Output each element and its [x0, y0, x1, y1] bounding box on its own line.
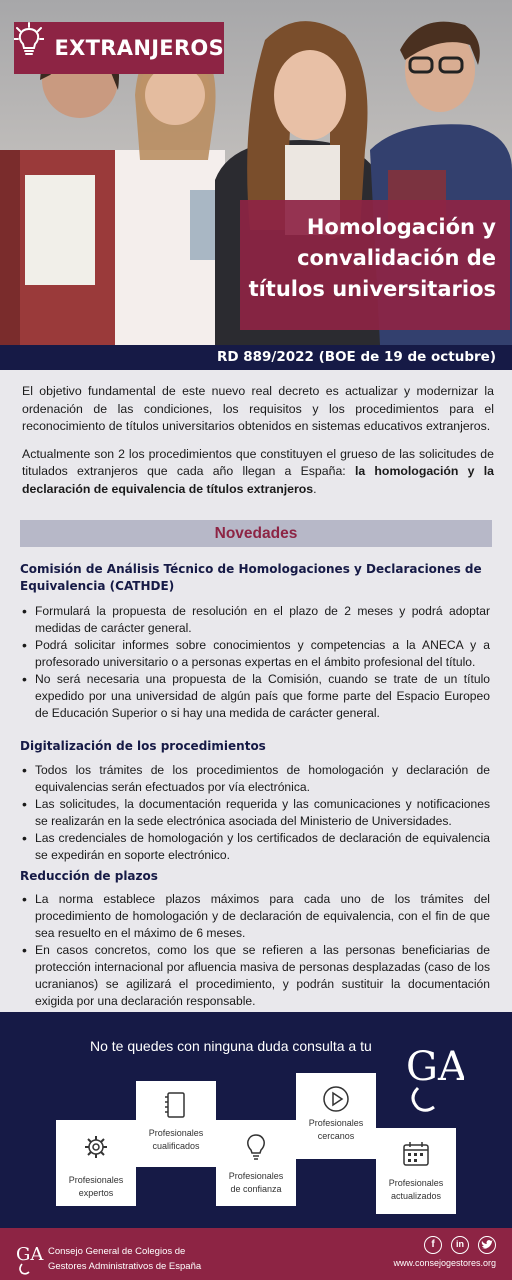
gear-icon — [83, 1134, 109, 1160]
section-title-digitalizacion: Digitalización de los procedimientos — [20, 739, 266, 753]
title-box — [240, 200, 510, 330]
title-line-3: títulos universitarios — [248, 277, 496, 301]
org-line-2: Gestores Administrativos de España — [48, 1261, 202, 1272]
lightbulb-icon — [245, 1132, 267, 1160]
play-icon — [322, 1085, 350, 1113]
card-line: actualizados — [390, 1191, 442, 1201]
card-cercanos — [296, 1073, 376, 1159]
twitter-icon[interactable] — [478, 1236, 496, 1254]
title-line-1: Homologación y — [306, 215, 496, 239]
card-actualizados — [376, 1128, 456, 1214]
list-plazos — [20, 891, 490, 1010]
title-line-2: convalidación de — [297, 246, 496, 270]
ga-small-logo — [16, 1240, 44, 1276]
calendar-icon — [402, 1141, 430, 1167]
list-item: • Formulará la propuesta de resolución en el plazo de 2 meses y podrá adoptar medidas de carácter general. — [20, 603, 490, 637]
card-line: expertos — [78, 1188, 114, 1198]
card-cualificados — [136, 1081, 216, 1167]
facebook-icon[interactable]: f — [424, 1236, 442, 1254]
card-expertos — [56, 1120, 136, 1206]
list-item: • No será necesaria una propuesta de la Comisión, cuando se trate de un título expedido por una universidad de algún país que forme parte del Espacio Europeo de Educación Superior o si hay una medida de carácter general. — [20, 671, 490, 722]
cta-text: No te quedes con ninguna duda consulta a tu — [90, 1038, 372, 1054]
intro-paragraph-2 — [22, 446, 494, 499]
card-confianza — [216, 1120, 296, 1206]
list-item: • Las solicitudes, la documentación requerida y las comunicaciones y notificaciones se realizarán en la sede electrónica asociada del Ministerio de Universidades. — [20, 796, 490, 830]
regulation-bar: RD 889/2022 (BOE de 19 de octubre) — [0, 345, 512, 370]
intro-p2-end: . — [313, 481, 317, 496]
tag-label: EXTRANJEROS — [54, 36, 224, 60]
list-cathde — [20, 603, 490, 722]
ga-small-logo-text: GA — [16, 1244, 44, 1265]
list-item: • Las credenciales de homologación y los certificados de declaración de equivalencia se expedirán en soporte electrónico. — [20, 830, 490, 864]
ga-logo — [404, 1036, 464, 1114]
website-link[interactable]: www.consejogestores.org — [393, 1258, 496, 1268]
org-line-1: Consejo General de Colegios de — [48, 1246, 186, 1257]
list-digitalizacion — [20, 762, 490, 864]
intro-p2-bold: la homologación y la declaración de equivalencia de títulos extranjeros — [22, 464, 494, 496]
card-line: Profesionales — [68, 1175, 124, 1185]
organization-name — [48, 1244, 201, 1274]
card-line: cercanos — [317, 1131, 355, 1141]
list-item: • La norma establece plazos máximos para cada uno de los trámites del procedimiento de homologación y de declaración de equivalencia, con el fin de que sea resuelto en el máximo de 6 meses. — [20, 891, 490, 942]
card-line: Profesionales — [388, 1178, 444, 1188]
list-item: • Todos los trámites de los procedimientos de homologación y declaración de equivalencias serán efectuados por vía electrónica. — [20, 762, 490, 796]
hero-image — [0, 0, 512, 345]
ga-logo-text: GA — [406, 1044, 464, 1090]
intro-p2-start: Actualmente son 2 los procedimientos que constituyen el grueso de las solicitudes de titulados extranjeros que cada año llegan a España: — [22, 446, 494, 478]
lightbulb-icon — [14, 22, 55, 74]
list-item: • En casos concretos, como los que se refieren a las personas beneficiarias de protección internacional por afluencia masiva de personas desplazadas (caso de los ucranianos) se agilizará el procedimiento, y podrán sustituir la documentación exigida por una declaración responsable. — [20, 942, 490, 1010]
list-item: • Podrá solicitar informes sobre conocimientos y competencias a la ANECA y a profesorado universitario o a personas expertas en el ámbito profesional del título. — [20, 637, 490, 671]
notebook-icon — [165, 1091, 187, 1119]
card-line: Profesionales — [228, 1171, 284, 1181]
card-line: cualificados — [152, 1141, 200, 1151]
card-line: Profesionales — [148, 1128, 204, 1138]
intro-paragraph-1: El objetivo fundamental de este nuevo real decreto es actualizar y modernizar la ordenación de las condiciones, los requisitos y los procedimientos para el reconocimiento de títulos universitarios obtenidos en sistemas educativos extranjeros. — [22, 384, 494, 433]
card-line: Profesionales — [308, 1118, 364, 1128]
section-title-plazos: Reducción de plazos — [20, 869, 158, 883]
novedades-heading: Novedades — [20, 520, 492, 547]
linkedin-icon[interactable]: in — [451, 1236, 469, 1254]
card-line: de confianza — [230, 1184, 282, 1194]
category-tag — [14, 22, 224, 74]
section-title-cathde: Comisión de Análisis Técnico de Homologaciones y Declaraciones de Equivalencia (CATHDE) — [20, 562, 482, 593]
intro-text — [22, 383, 494, 498]
